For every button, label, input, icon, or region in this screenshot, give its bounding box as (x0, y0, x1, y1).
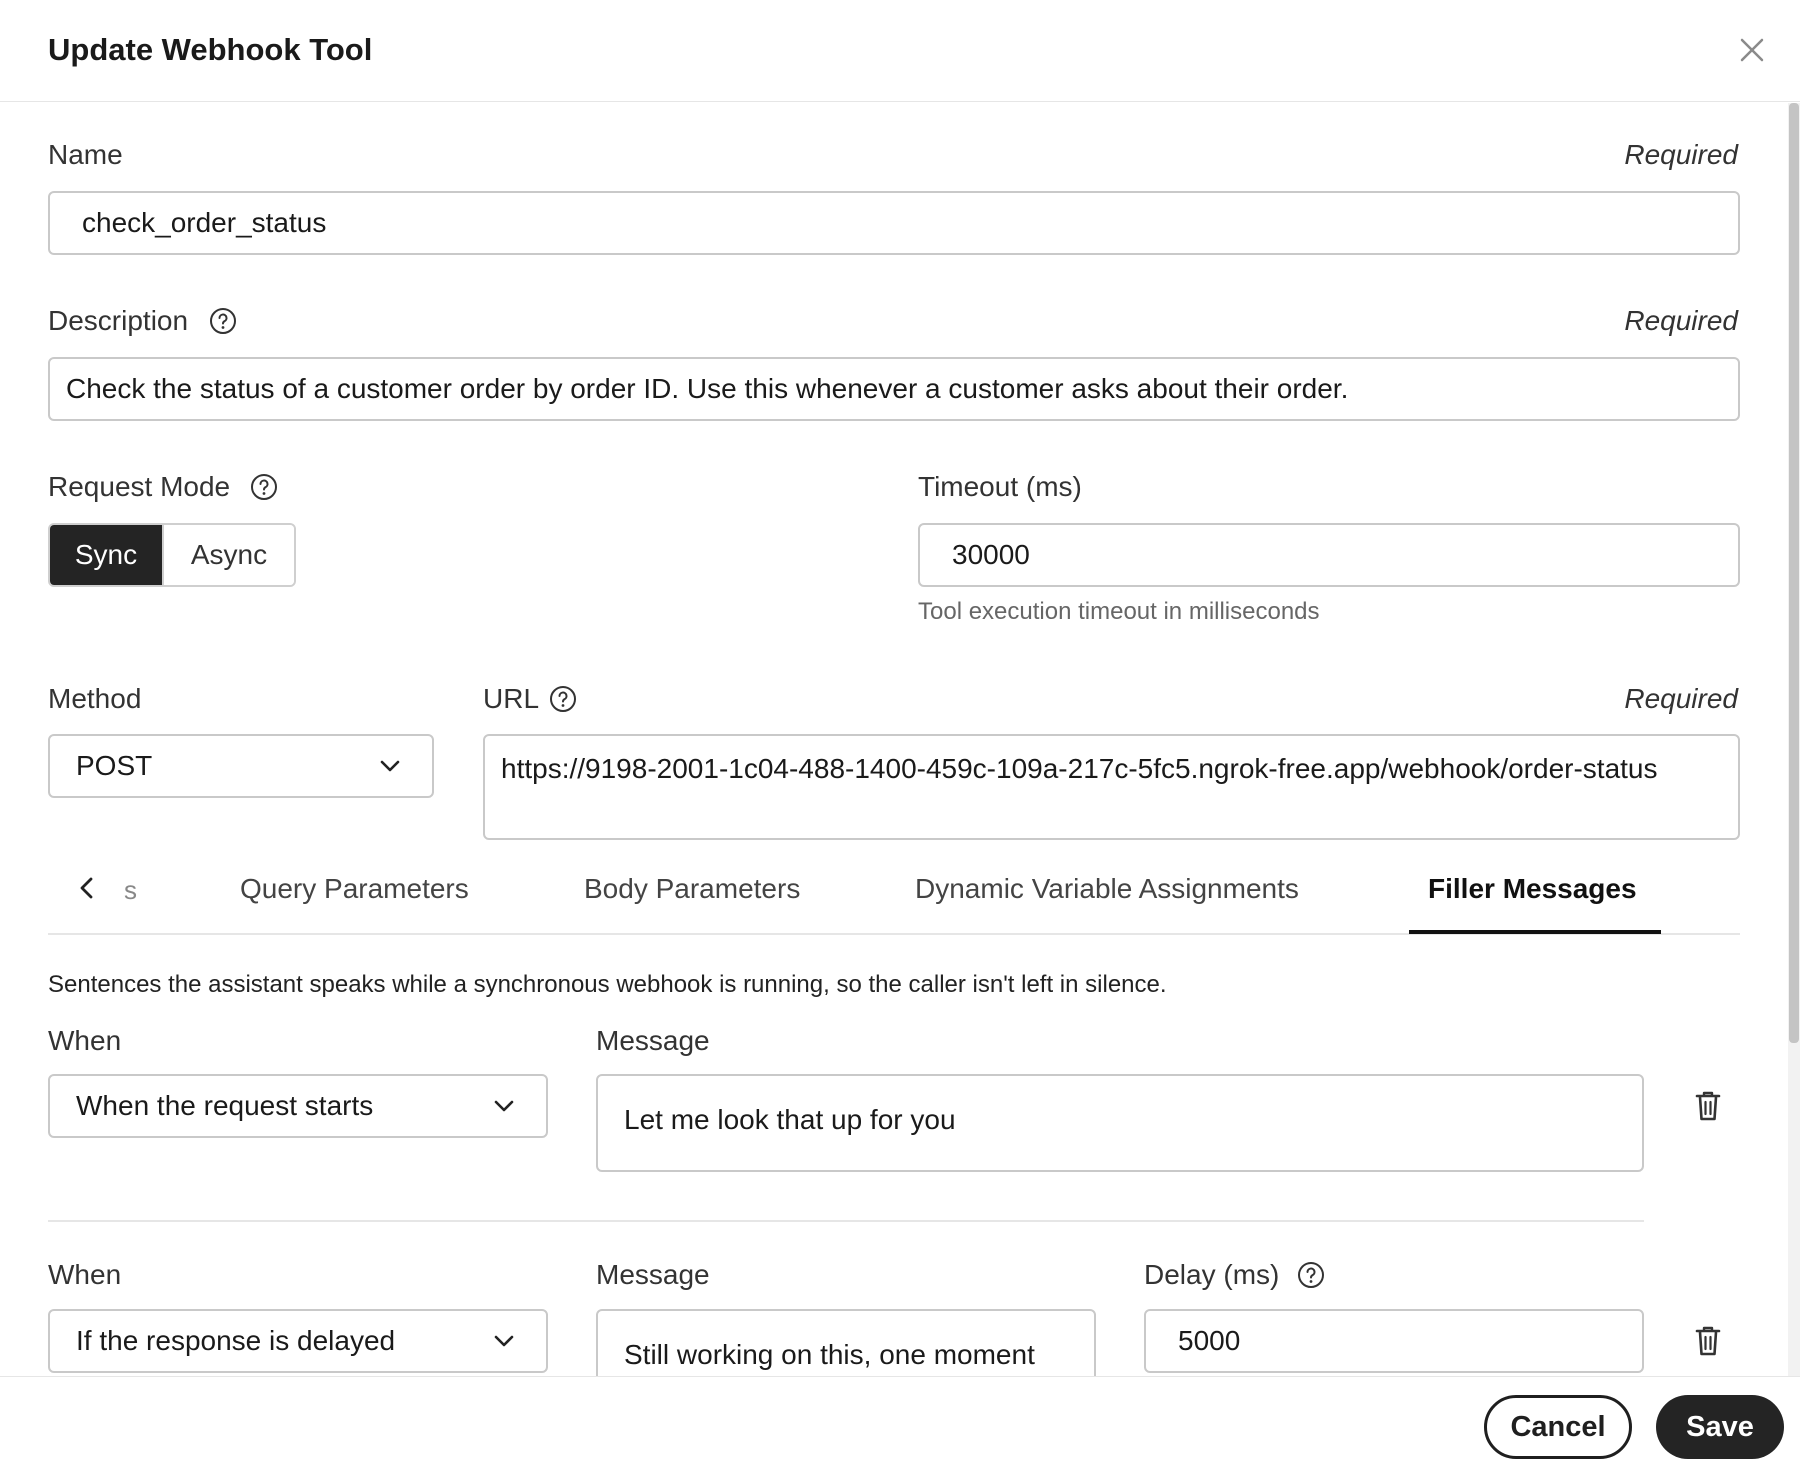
async-option[interactable]: Async (162, 525, 294, 585)
name-label: Name (48, 139, 123, 170)
cancel-button[interactable]: Cancel (1484, 1395, 1632, 1459)
message-label: Message (596, 1259, 710, 1290)
url-label: URL (483, 683, 540, 714)
tab-bar (48, 855, 1740, 935)
save-button[interactable]: Save (1656, 1395, 1784, 1459)
close-icon[interactable] (1732, 30, 1772, 70)
tab-partial[interactable]: s (124, 875, 137, 905)
scrollbar[interactable] (1788, 103, 1800, 1376)
chevron-down-icon (492, 1333, 516, 1349)
timeout-input[interactable] (918, 523, 1740, 587)
timeout-label: Timeout (ms) (918, 471, 1082, 502)
sync-option[interactable]: Sync (50, 525, 162, 585)
description-required-label: Required (1624, 305, 1738, 336)
chevron-down-icon (378, 758, 402, 774)
message-textarea[interactable]: Let me look that up for you (596, 1074, 1644, 1172)
scrollbar-thumb[interactable] (1789, 103, 1799, 1043)
delay-input[interactable] (1144, 1309, 1644, 1373)
delay-help-icon[interactable] (1297, 1261, 1325, 1289)
chevron-down-icon (492, 1098, 516, 1114)
request-mode-label: Request Mode (48, 471, 231, 502)
description-help-icon[interactable] (209, 307, 237, 335)
description-label: Description (48, 305, 189, 336)
tab-query-parameters[interactable]: Query Parameters (240, 873, 469, 904)
description-input[interactable] (48, 357, 1740, 421)
name-required-label: Required (1624, 139, 1738, 170)
active-tab-indicator (1409, 930, 1661, 934)
request-mode-toggle (48, 523, 296, 587)
tab-filler-messages[interactable]: Filler Messages (1428, 873, 1637, 904)
method-select-value: POST (76, 750, 153, 781)
method-select[interactable] (48, 734, 434, 798)
when-label: When (48, 1025, 122, 1056)
timeout-input-value: 30000 (952, 539, 1030, 570)
tab-body-parameters[interactable]: Body Parameters (584, 873, 801, 904)
message-textarea[interactable]: Still working on this, one moment (596, 1309, 1096, 1376)
dialog-footer (0, 1376, 1800, 1474)
when-select-value: When the request starts (76, 1090, 374, 1121)
delay-label: Delay (ms) (1144, 1259, 1280, 1290)
when-label: When (48, 1259, 122, 1290)
method-label: Method (48, 683, 142, 714)
url-input[interactable]: https://9198-2001-1c04-488-1400-459c-109a-217c-5fc5.ngrok-free.app/webhook/order-status (483, 734, 1740, 840)
delay-input-value: 5000 (1178, 1325, 1241, 1356)
row-divider (48, 1220, 1644, 1222)
when-select-value: If the response is delayed (76, 1325, 396, 1356)
when-select[interactable] (48, 1309, 548, 1373)
request-mode-help-icon[interactable] (250, 473, 278, 501)
chevron-left-icon[interactable] (72, 873, 100, 903)
filler-description: Sentences the assistant speaks while a synchronous webhook is running, so the caller isn't left in silence. (48, 971, 1167, 998)
name-input-value: check_order_status (82, 207, 327, 238)
description-input-value: Check the status of a customer order by order ID. Use this whenever a customer asks about their order. (66, 373, 1349, 404)
url-help-icon[interactable] (549, 685, 577, 713)
name-input[interactable] (48, 191, 1740, 255)
dialog-title: Update Webhook Tool (48, 32, 373, 67)
trash-icon[interactable] (1693, 1089, 1723, 1123)
url-required-label: Required (1624, 683, 1738, 714)
message-label: Message (596, 1025, 710, 1056)
dialog-body (0, 103, 1800, 1376)
trash-icon[interactable] (1693, 1324, 1723, 1358)
tab-dynamic-variable-assignments[interactable]: Dynamic Variable Assignments (915, 873, 1299, 904)
when-select[interactable] (48, 1074, 548, 1138)
dialog-header (0, 0, 1800, 102)
timeout-hint: Tool execution timeout in milliseconds (918, 598, 1320, 625)
